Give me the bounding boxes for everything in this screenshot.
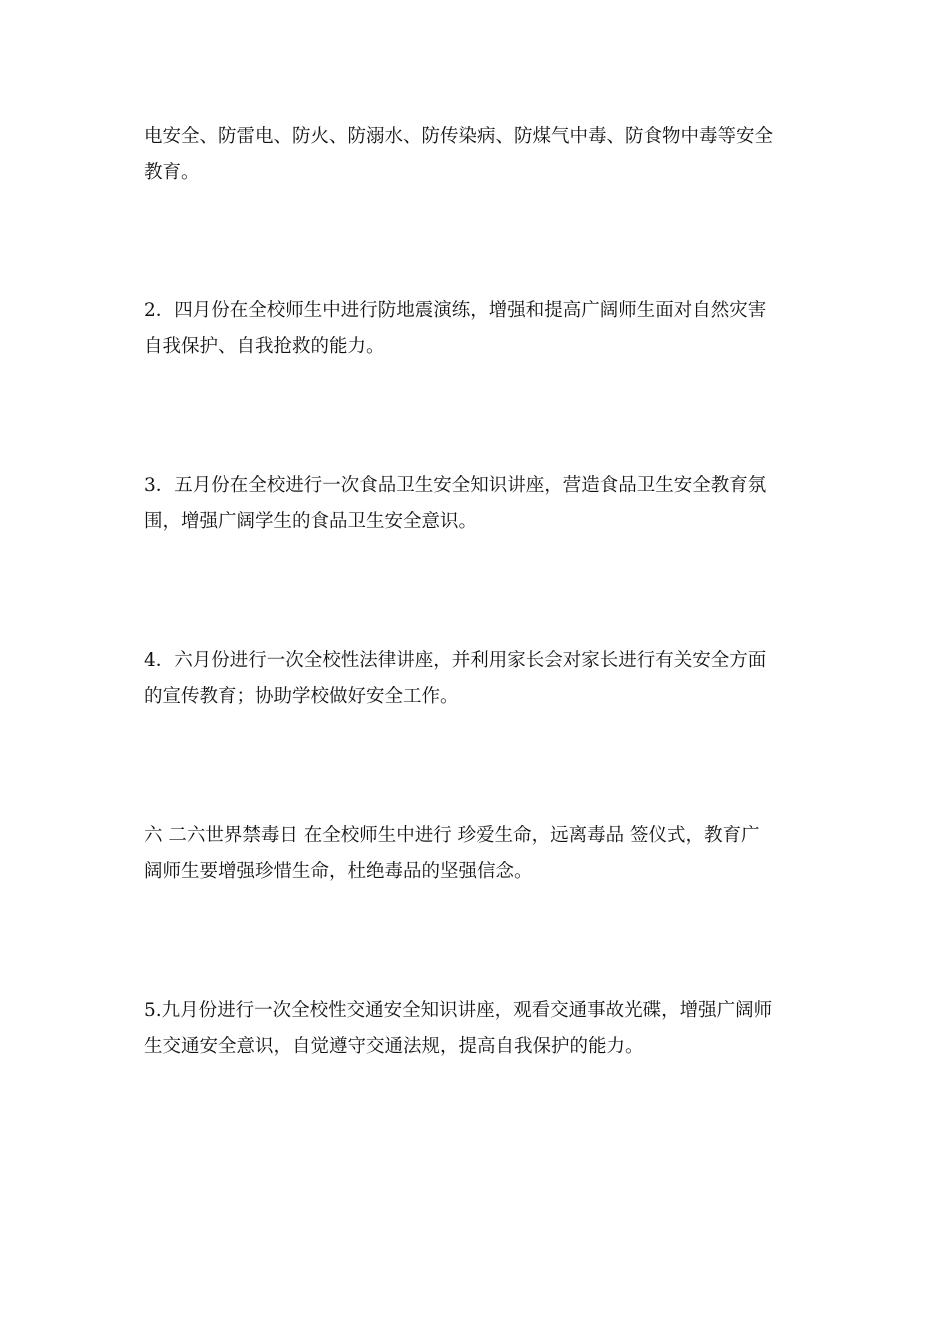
paragraph-line: 5.九月份进行一次全校性交通安全知识讲座，观看交通事故光碟，增强广阔师 [144,1000,773,1021]
paragraph-line: 生交通安全意识，自觉遵守交通法规，提高自我保护的能力。 [144,1036,644,1057]
paragraph-line: 的宣传教育；协助学校做好安全工作。 [144,686,459,707]
paragraph-line: 六 二六世界禁毒日 在全校师生中进行 珍爱生命，远离毒品 签仪式，教育广 [144,825,760,846]
paragraph-line: 电安全、防雷电、防火、防溺水、防传染病、防煤气中毒、防食物中毒等安全 [144,126,774,147]
paragraph-item-4-law-lecture [144,643,809,715]
paragraph-line: 3．五月份在全校进行一次食品卫生安全知识讲座，营造食品卫生安全教育氛 [144,475,767,496]
paragraph-anti-drug-day [144,818,809,890]
paragraph-line: 教育。 [144,162,200,183]
paragraph-safety-education-continued [144,119,809,191]
paragraph-item-5-traffic-safety [144,993,809,1065]
paragraph-line: 2．四月份在全校师生中进行防地震演练，增强和提高广阔师生面对自然灾害 [144,300,767,321]
paragraph-line: 4．六月份进行一次全校性法律讲座，并利用家长会对家长进行有关安全方面 [144,650,767,671]
paragraph-line: 阔师生要增强珍惜生命，杜绝毒品的坚强信念。 [144,861,533,882]
paragraph-item-3-food-safety [144,468,809,540]
paragraph-item-2-earthquake-drill [144,293,809,365]
paragraph-line: 自我保护、自我抢救的能力。 [144,336,385,357]
paragraph-line: 围，增强广阔学生的食品卫生安全意识。 [144,511,478,532]
